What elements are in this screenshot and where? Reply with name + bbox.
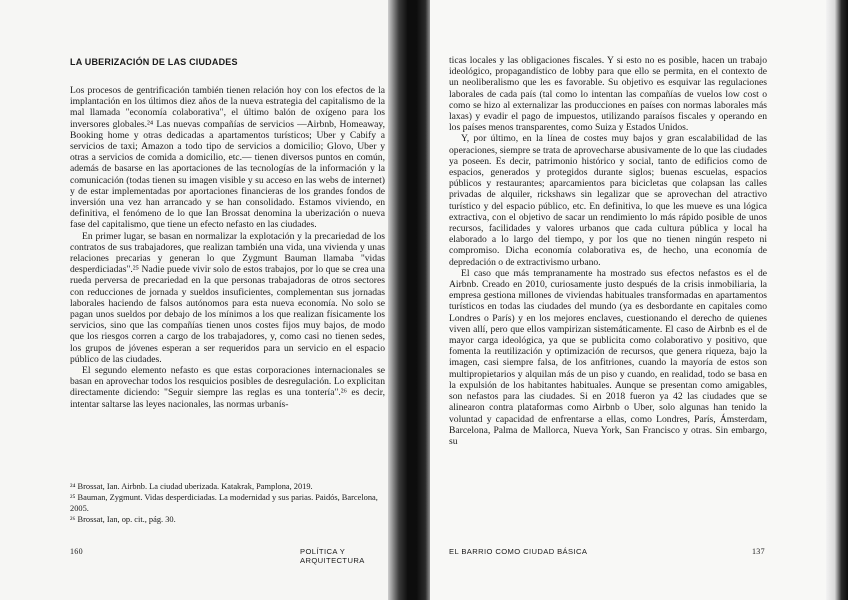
footnote: ²⁵ Bauman, Zygmunt. Vidas desperdiciadas. La modernidad y sus parias. Paidós, Barcelona, 2005. [70, 493, 378, 513]
paragraph: ticas locales y las obligaciones fiscales. Y si esto no es posible, hacen un trabajo ideológico, propagandístico de lobby para que ello se permita, en el contexto de un neoliberalismo que les es favorable. Su objetivo es esquivar las regulaciones laborales de cada país (tal como lo intentan las compañías de vuelos low cost o como se hizo al externalizar las producciones en países con normas laborales más laxas) y evadir el pago de impuestos, utilizando paraísos fiscales y operando en los países menos transparentes, como Suiza y Estados Unidos. [449, 55, 767, 134]
paragraph: Y, por último, en la línea de costes muy bajos y gran escalabilidad de las operaciones, siempre se trata de aprovecharse abusivamente de lo que las ciudades ya poseen. Es decir, patrimonio histórico y social, tanto de edificios como de espacios, generados y protegidos durante siglos; buenas escuelas, espacios públicos y restaurantes; aparcamientos para bicicletas que colapsan las calles privadas de alquiler, rickshaws sin legalizar que se aprovechan del atractivo turístico y del espacio público, etc. En definitiva, lo que les mueve es una lógica extractiva, con el objetivo de sacar un rendimiento lo más rápido posible de unos recursos, facilidades y valores urbanos que cada cultura pública y local ha elaborado a lo largo del tiempo, y por los que no tienen ningún respeto ni compromiso. Dicha economía colaborativa es, de hecho, una economía de depredación o de extractivismo urbano. [449, 133, 767, 268]
paragraph: En primer lugar, se basan en normalizar la explotación y la precariedad de los contratos de sus trabajadores, que realizan también una vida, una vivienda y unas relaciones precarias y generan lo que Zygmunt Bauman llamaba "vidas desperdiciadas".²⁵ Nadie puede vivir solo de estos trabajos, por lo que se crea una rueda perversa de precariedad en la que personas trabajadoras de otros sectores con reducciones de jornada y sueldos insuficientes, complementan sus jornadas laborales haciendo de falsos autónomos para esta nueva economía. No solo se pagan unos sueldos por debajo de los mínimos a los que realizan físicamente los servicios, sino que las compañías tienen unos costes fijos muy bajos, de modo que los riesgos corren a cargo de los trabajadores, y, como casi no tienen sedes, los grupos de jóvenes esperan a ser requeridos para un servicio en el espacio público de las ciudades. [70, 230, 385, 365]
left-body-text [70, 85, 385, 410]
paragraph: El caso que más tempranamente ha mostrado sus efectos nefastos es el de Airbnb. Creado en 2010, curiosamente justo después de la crisis inmobiliaria, la empresa gestiona millones de viviendas habituales transformadas en apartamentos turísticos en todas las ciudades del mundo (ya es desbordante en capitales como Londres o París) y en los mejores enclaves, cuestionando el derecho de quienes viven allí, pero que ellos vampirizan sistemáticamente. El caso de Airbnb es el de mayor carga ideológica, ya que se publicita como colaborativo y positivo, que fomenta la reutilización y optimización de recursos, que genera riqueza, bajo la imagen, casi siempre falsa, de los anfitriones, cuando la mayoría de estos son multipropietarios y alquilan más de un piso y cuando, en realidad, todo se basa en la expulsión de los habitantes habituales. Aunque se presentan como amigables, son nefastos para las ciudades. Si en 2018 fueron ya 42 las ciudades que se alinearon contra plataformas como Airbnb o Uber, solo algunas han tenido la voluntad y capacidad de enfrentarse a ellas, como Londres, París, Ámsterdam, Barcelona, Palma de Mallorca, Nueva York, San Francisco y otras. Sin embargo, su [449, 267, 767, 447]
left-page [0, 0, 405, 600]
page-edge-shadow [826, 0, 848, 600]
footnote: ²⁶ Brossat, Ian, op. cit., pág. 30. [70, 515, 176, 524]
page-number-right: 137 [752, 547, 765, 556]
paragraph: El segundo elemento nefasto es que estas corporaciones internacionales se basan en aprovechar todos los resquicios posibles de desregulación. Lo explicitan directamente diciendo: "Seguir siempre las reglas es una tontería".²⁶ es decir, intentar saltarse las leyes nacionales, las normas urbanís- [70, 365, 385, 410]
right-body-text [449, 55, 767, 447]
book-gutter-shadow [388, 0, 432, 600]
footnotes [70, 481, 385, 525]
paragraph: Los procesos de gentrificación también tienen relación hoy con los efectos de la implantación en los últimos diez años de la nueva estrategia del capitalismo de la mal llamada "economía colaborativa", el último balón de oxígeno para los inversores globales.²⁴ Las nuevas compañías de servicios —Airbnb, Homeaway, Booking home y otras dedicadas a apartamentos turísticos; Uber y Cabify a servicios de taxi; Amazon a todo tipo de servicios a domicilio; Glovo, Uber y otras a servicios de comida a domicilio, etc.— tienen diversos puntos en común, además de basarse en las aportaciones de las tecnologías de la información y la comunicación (todas tienen su imagen visible y su acceso en las webs de internet) y de estar implementadas por aportaciones financieras de los grandes fondos de inversión una vez han arrancado y se han consolidado. Estamos viviendo, en definitiva, el fenómeno de lo que Ian Brossat denomina la uberización o nueva fase del capitalismo, que tiene un efecto nefasto en las ciudades. [70, 85, 385, 231]
running-head-right: EL BARRIO COMO CIUDAD BÁSICA [449, 547, 588, 556]
running-head-left: POLÍTICA Y ARQUITECTURA [300, 547, 365, 565]
page-number-left: 160 [70, 547, 83, 556]
chapter-title: LA UBERIZACIÓN DE LAS CIUDADES [70, 57, 238, 67]
footnote: ²⁴ Brossat, Ian. Airbnb. La ciudad uberizada. Katakrak, Pamplona, 2019. [70, 482, 313, 491]
